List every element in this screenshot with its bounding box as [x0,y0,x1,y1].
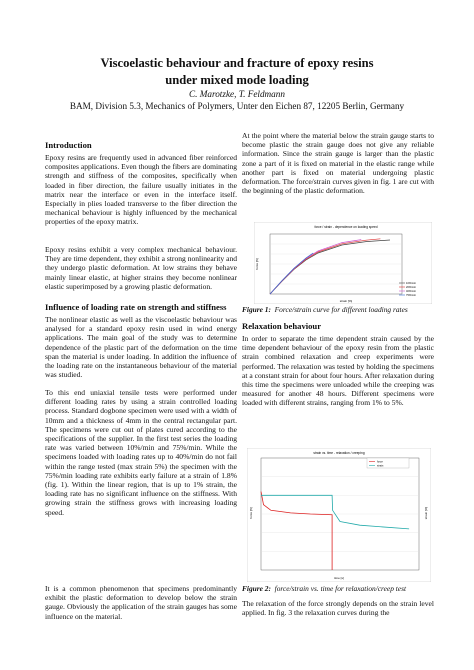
figure-1-caption-label: Figure 1: [242,305,271,314]
intro-p2-text: Epoxy resins exhibit a very complex mechanical behaviour. They are time dependent, they exhibit a strong nonlinearity and they undergo plastic deformation. At low strains they behave mainly linear elastic, at higher strains they become nonlinear elastic superimposed by a growing plastic deformation. [45,245,237,291]
heading-influence: Influence of loading rate on strength and stiffness [45,302,227,312]
influence-p3-text: It is a common phenomenon that specimens predominantly exhibit the plastic deformation to develop below the strain gauge. Obviously the application of the strain gauges has some influence on the material. [45,584,237,621]
figure-1-ylabel: force [N] [255,258,259,270]
figure-2-legend [367,458,409,468]
paper-title-line1: Viscoelastic behaviour and fracture of epoxy resins [100,56,374,70]
figure-1-chart [254,222,432,304]
heading-introduction: Introduction [45,140,92,150]
figure-2-ylabel-right: strain [%] [424,506,428,520]
figure-2-legend-box [367,458,409,468]
figure-1-legend-0: 10%/min [406,282,417,285]
intro-p1-text: Epoxy resins are frequently used in advanced fiber reinforced composites applications. Even though the fibers are dominating strength and stiffness of the composites, specifically when loaded in fiber direction, the failure usually initiates in the matrix near the interface or even in the interface itself. Especially in plies loaded transverse to the fiber direction the mechanical behaviour is highly influenced by the mechanical properties of the epoxy matrix. [45,153,237,227]
figure-2-caption [242,584,406,593]
influence-paragraph-3 [45,584,237,621]
influence-paragraph-1 [45,315,237,379]
right-paragraph-1 [242,131,434,195]
affiliation: BAM, Division 5.3, Mechanics of Polymers, Unter den Eichen 87, 12205 Berlin, Germany [69,101,405,111]
heading-relaxation: Relaxation behaviour [242,321,322,331]
figure-1-plot-area [270,234,405,295]
figure-2-plot-title: strain vs. time - relaxation / creeping [313,451,365,455]
paper-title-line2: under mixed mode loading [165,73,309,87]
right-p1-text: At the point where the material below the strain gauge starts to become plastic the strain gauge does not give any reliable information. Since the strain gauge is larger than the plastic zone a part of it is fixed on material in the elastic range while another part is fixed on material undergoing plastic deformation. The force/strain curves given in fig. 1 are cut with the beginning of the plastic deformation. [242,131,434,196]
relax-paragraph-1 [242,334,434,408]
relax-p1-text: In order to separate the time dependent strain caused by the time dependent behaviour of the epoxy resin from the plastic strain combined relaxation and creep experiments were performed. The relaxation was tested by holding the specimens at a constant strain for about four hours. After relaxation during this time the specimens were unloaded while the creeping was measured for another 48 hours. Different specimens were loaded with different strains, ranging from 1% to 5%. [242,334,434,408]
figure-1-legend-2: 40%/min [406,290,417,293]
relax-paragraph-2 [242,599,434,617]
figure-1-caption-text: Force/strain curve for different loading rates [274,305,408,314]
influence-p1-text: The nonlinear elastic as well as the viscoelastic behaviour was analysed for a standard epoxy resin used in wind energy applications. The main goal of the study was to determine dependence of the plastic part of the deformation on the time span the material is under loading. In addition the influence of the loading rate on the instantaneous behaviour of the material was studied. [45,315,237,380]
authors: C. Marotzke, T. Feldmann [189,89,285,99]
figure-2-caption-label: Figure 2: [242,584,271,593]
intro-paragraph-1 [45,153,237,227]
relax-p2-text: The relaxation of the force strongly depends on the strain level applied. In fig. 3 the relaxation curves during the [242,599,434,618]
figure-2-legend-1: strain [377,464,384,468]
figure-2-legend-0: force [377,460,383,464]
figure-2-ylabel-left: force [N] [249,507,253,519]
figure-2-chart [247,448,431,582]
figure-1-legend-3: 75%/min [406,294,417,297]
intro-paragraph-2 [45,245,237,291]
figure-1-xlabel: strain [%] [339,299,353,303]
figure-1-legend-1: 20%/min [406,286,417,289]
figure-2-plot-area [261,458,419,570]
figure-2-caption-text: force/strain vs. time for relaxation/creep test [274,584,407,593]
influence-paragraph-2 [45,388,237,517]
influence-p2-text: To this end uniaxial tensile tests were performed under different loading rates by using a strain controlled loading process. Standard dogbone specimen were used with a width of 10mm and a thickness of 4mm in the central rectangular part. The specimens were cut out of plates cured according to the specifications of the supplier. In the first test series the loading rate was varied between 10%/min and 75%/min. While the specimens loaded with loading rates up to 40%/min do not fail within the range tested (max strain 5%) the specimen with the 75%/min loading rate exhibits early failure at a strain of 1.8% (fig. 1). Within the linear region, that is up to 1% strain, the loading rate has no significant influence on the stiffness. With growing strain the stiffness grows with increasing loading speed. [45,388,237,517]
figure-2-xlabel: time [s] [334,576,344,580]
figure-1-plot-title: force / strain - dependence on loading speed [314,225,378,229]
figure-1-caption [242,305,408,314]
